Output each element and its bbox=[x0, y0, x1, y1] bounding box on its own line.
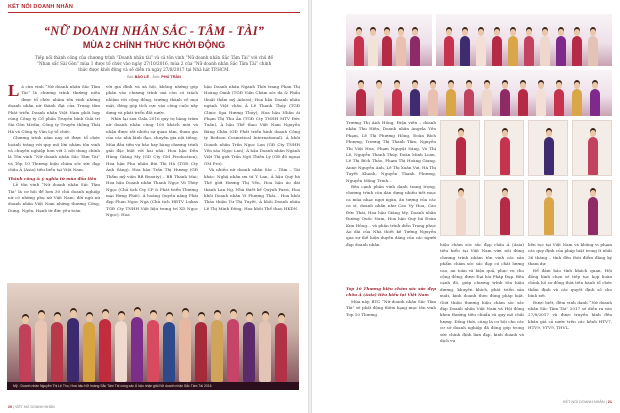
photo-caption: Mỹ - Doanh nhân Nguyễn Thị Lệ Thu, Hoa hậu Nữ hoàng Sắc Tâm Tài cùng các Á hậu nhận giải Nữ doanh nhân Sắc Tâm Tài 2016 bbox=[7, 382, 299, 390]
portrait-photo bbox=[484, 180, 524, 236]
column-4-paragraph-1: Trương Thị Anh Hồng, Điện viên – doanh nhân Thu Hiên, Doanh nhân Angela Yến Phạm, Lê Thị Phương Hồng, Đoàn Bích Phượng, Trương Thị Thanh Tâm, Nguyễn Thị Việt Hoa, Phạm Nguyệt Sáng, Võ Thị Lê, Nguyễn Thanh Thúy, Đoàn Minh Loan, Lê Thị Bích Thảo, Phạm Thị Hoàng Giang, Anne Nguyễn Anh, Lê Thị Xuân Vui, Hà Thị Tuyết Khanh, Nguyễn Thanh Phương, Nguyễn Mộng Trinh... bbox=[346, 120, 436, 183]
event-photo bbox=[346, 70, 612, 116]
person-figure bbox=[35, 320, 47, 382]
portrait-photo bbox=[572, 120, 612, 176]
column-4 bbox=[346, 120, 436, 282]
column-1 bbox=[8, 84, 100, 280]
article-headline: “NỮ DOANH NHÂN SẮC - TÂM - TÀI” bbox=[43, 24, 265, 38]
column-1-paragraph-3: Lễ tôn vinh “Nữ doanh nhân Sắc Tâm Tài” là cơ hội để hơn 30 chủ doanh nghiệp nữ có những phụ nữ Việt Nam, đời ngũ nữ doanh nhân Việt Nam những thương Công, Dung, Ngôn, Hạnh từ đức yêu toàn bbox=[8, 182, 100, 213]
event-photo bbox=[346, 14, 432, 66]
footer-left: 20 | VIỆT NỮ DOANH NHÂN bbox=[8, 405, 55, 409]
column-3-paragraph-2: Và nhiều nữ doanh nhân Sắc – Tâm – Tài khác: Nghệ nhân ưu tú Y Lan, Á hậu Quý bà Thế giới Hương Thị Yến, Hoa hậu áo dài thành Lan Ng. Nhà thiết kế Quỳnh Paris, Hoa khôi Doanh nhân Vi Phượng Thái... Hoa khôi Thảo thiện Tư Thị Tuyết, Á khôi Doanh nhân Lê Thị Minh Đông, Hoa khôi Thể thao HKDN bbox=[204, 167, 300, 211]
person-figure bbox=[243, 322, 255, 382]
byline: Bài: BẢO LÊ - Ảnh: PHÚ TRẦN bbox=[127, 75, 181, 79]
left-page bbox=[0, 0, 308, 413]
footer-section: KẾT NỐI DOANH NHÂN bbox=[562, 400, 605, 404]
portrait-photo bbox=[528, 120, 568, 176]
column-5-paragraph-1: Mùa này, BTC “Nữ doanh nhân Sắc Tâm Tài” sẽ phát động thêm hạng mục tôn vinh Top 10 Thương bbox=[346, 298, 436, 317]
group-photo bbox=[7, 283, 299, 390]
column-5b bbox=[440, 242, 524, 394]
column-2-paragraph-2: Nhìn lại sau Gala 2016 quy tụ hàng trăm nữ doanh nhân cùng 100 khách mời và nhận được rất nhiều sự quan tâm, tham gia của các nhà lãnh đạo, chuyên gia nội tiếng. Mùa đầu tiên vụ báo hay hàng chương trình giải đặc biệt với hai nhà: Hoa hậu Đền Hùng Giáng My (GD Cty GM Production), Hoa hậu Phu nhân Bùi Thị Hà (TGĐ Cty Ánh Sáng), Hoa hậu Trần Thị Hương (GĐ Thẩm mỹ viện BB Beauty) – BB Thanh Mai; Hoa hậu Doanh nhân Thanh Ngọc Võ Thùy Ngọc (Chủ tịch Cty CP & Phát triển Thương mại Hưng Phát). Á hoàng Quyền năng Phái đẹp Phan Ngọc Ngà (Chủ tịch HĐTV Lukas TGĐ Cty TNHH Việt liệu trung trí XD Ngọc Ngọc), Hoa bbox=[106, 116, 198, 218]
column-2-paragraph-1: với gia đình và xã hội, không những góp phần vào chương trình mà còn có trách nhiệm với cộng đồng, trường thành về mọi mặt, đóng góp tích cực vào công cuộc xây dựng và phát triển đất nước. bbox=[106, 84, 198, 115]
portrait-photo bbox=[440, 180, 480, 236]
column-3-paragraph-1: hậu Doanh nhân Ngành Thời trang Phan Thị Hoàng Oanh (TGĐ Viện Chăm sóc da & Phẩu thuật thẩm mỹ Adora); Hoa hậu Doanh nhân ngành Việt châu Á Lê Thanh Thủy (TGĐ Clinic Spa Hương Thủy); Hoa hậu Nhân ái Phạm Thị Thu Ân (TGĐ Cty TNHH MTV Đức Tuấn), Á hậu Thể thao Việt Nam Nguyễn Băng Châu (GĐ Phát triển kinh doanh Công ty Redson Cosmetical International). Á khôi Doanh nhân Trần Ngọc Lan (GĐ Cty TNHH Yến sào Ngọc Lan); Á hậu Doanh nhân Ngành Việt Thị giới Trần Ngô Thiên Lý (GĐ đồ ngoại GM Pro). bbox=[204, 84, 300, 166]
byline-author: BẢO LÊ bbox=[134, 75, 150, 79]
column-5 bbox=[346, 286, 436, 394]
column-5-paragraph-2: hiệu chăm sóc sắc đẹp châu Á (Asia) tiêu biểu tại Việt Nam vừa nối đúng chương trình nhằm tôn vinh các sản phẩm chăm sóc sắc đẹp có chất lượng cao, an toàn và hiệu quả, phục vụ cho cộng đồng, được Đại hỏi Pháp Đẹp. Bên cạnh đó, giúp chương trình tôn hiệu dương, khuyến khích, phát triển sản xuất, kinh doanh theo đúng pháp luật. Giới thiệu thương hiệu chăm sóc sắc đẹp Doanh nhân Việt Nam và Hội đồng khen thưởng tiêu chuẩn và quy mô chất lượng. Đồng thời, cũng là cơ hội cho các cơ sở doanh nghiệp đã đóng góp trong sức chinh định làm đẹp, kinh doanh và dịch vụ bbox=[440, 242, 524, 344]
portrait-photo bbox=[528, 180, 568, 236]
portrait-photo bbox=[572, 180, 612, 236]
person-figure bbox=[99, 319, 111, 382]
byline-label: Bài: bbox=[127, 75, 134, 79]
person-figure bbox=[195, 322, 207, 382]
magazine-name: VIỆT NỮ DOANH NHÂN bbox=[14, 405, 55, 409]
portrait-photo bbox=[440, 120, 480, 176]
portrait-photo bbox=[484, 120, 524, 176]
drop-cap: L bbox=[8, 84, 20, 100]
byline-photographer: PHÚ TRẦN bbox=[161, 75, 181, 79]
person-figure bbox=[163, 322, 175, 382]
column-4-paragraph-2: Bên cạnh phần vinh danh trang trọng, chương trình còn dàn dựng nhiều tiết mục ca múa nhạc ngợi ngàn, ấn tượng của các ca sĩ, doanh nhân như Cao Vy Hoa, Cao Đức Thái, Hoa hậu Giáng My, Doanh nhân Đường Quốc Nam, Hoa hậu Quý bà Đoàn Kim Hồng... và phần trình diễn Trang phục Áo dài của Nhà thiết kế Tường Nguyễn qua sự thể hiện duyên dáng của các người đẹp doanh nhân. bbox=[346, 184, 436, 247]
person-figure bbox=[259, 321, 271, 382]
column-1-paragraph-1: à cùn vinh “Nữ doanh nhân Sắc Tâm Tài” là chương trình thường niên được tổ chức nhằm tôn vinh những doanh nhân nữ thành đạt của Trung tâm Phát triển Doanh nhân Việt Nam phối hợp cùng Công ty Cổ phần Truyền hình Giải trí Sài Gòn Media, Công ty Truyền thông Thái Hà và Công ty Văn Lý tổ chức. bbox=[8, 84, 100, 134]
column-6-paragraph-2: Để đảm bảo tính khách quan, Hội đồng bình chọn sẽ tiếp tục họp hoàn chỉnh hồ sơ đồng thời tiến hành tổ chức thẩm định và các quyết định số cho bình xét. bbox=[528, 267, 612, 299]
event-photo bbox=[436, 14, 612, 66]
column-1-subheading: Thành công & ý nghĩa từ mùa đầu tiên bbox=[8, 175, 97, 181]
article-subheadline: MÙA 2 CHÍNH THỨC KHỞI ĐỘNG bbox=[82, 40, 226, 50]
person-figure bbox=[131, 317, 143, 382]
person-figure bbox=[51, 322, 63, 382]
section-divider bbox=[8, 12, 300, 13]
column-2 bbox=[106, 84, 198, 280]
person-figure bbox=[67, 318, 79, 382]
footer-right: KẾT NỐI DOANH NHÂN | 21 bbox=[562, 400, 612, 404]
page-number-left: 20 bbox=[8, 405, 12, 409]
column-6-paragraph-1: liên tục tại Việt Nam và không vi phạm các quy định của pháp luật trong ít nhất 36 tháng – tính đến thời điểm đăng ký tham dự. bbox=[528, 242, 612, 267]
page-number-right: 21 bbox=[607, 400, 612, 404]
person-figure bbox=[179, 318, 191, 382]
person-figure bbox=[115, 321, 127, 382]
column-1-paragraph-2: Chương trình năm nay sẽ được tổ chức hoành tráng với quy mô lớn nhằm tôn vinh và chuyên nghiệp hơn với 2 nội dung chính là Tôn vinh “Nữ doanh nhân Sắc Tâm Tài” và Tôp 10 Thương hiệu chăm sóc sức đẹp châu Á (Asia) tiêu biểu tại Việt Nam. bbox=[8, 135, 100, 173]
column-6 bbox=[528, 242, 612, 394]
article-lede: Tiếp nối thành công của chương trình “Doanh nhân tài” và cả tôn vinh “Nữ doanh nhân Sắc Tâm Tài” với chủ đề “Nhan sắc Sài Gòn” mùa 1 được tổ chức vào ngày 27/10/2016, mùa 2 của “Nữ doanh nhân Sắc Tâm Tài” chính thức được khởi động và sẽ diễn ra ngày 27/8/2017 tại Nhà hát TP.HCM. bbox=[34, 55, 274, 72]
column-3 bbox=[204, 84, 300, 280]
person-figure bbox=[19, 324, 31, 382]
column-5-subheading: Top 10 Thương hiệu chăm sóc sức đẹp châu Á (Asia) tiêu biểu tại Việt Nam bbox=[346, 286, 436, 298]
column-6-paragraph-3: Được biết, đêm vinh danh “Nữ doanh nhân Sắc Tâm Tài” 2017 sẽ diễn ra vào 27/8/2017 và được truyền hình đến khán giả cả nước trên các kênh HTV7, HTV9, VTV9, THVL. bbox=[528, 299, 612, 331]
person-figure bbox=[227, 319, 239, 382]
person-figure bbox=[211, 320, 223, 382]
right-page bbox=[312, 0, 620, 413]
byline-photo-label: Ảnh: bbox=[152, 75, 161, 79]
person-figure bbox=[83, 322, 95, 382]
person-figure bbox=[275, 323, 287, 382]
person-figure bbox=[147, 320, 159, 382]
section-label: KẾT NỐI DOANH NHÂN bbox=[8, 4, 74, 10]
